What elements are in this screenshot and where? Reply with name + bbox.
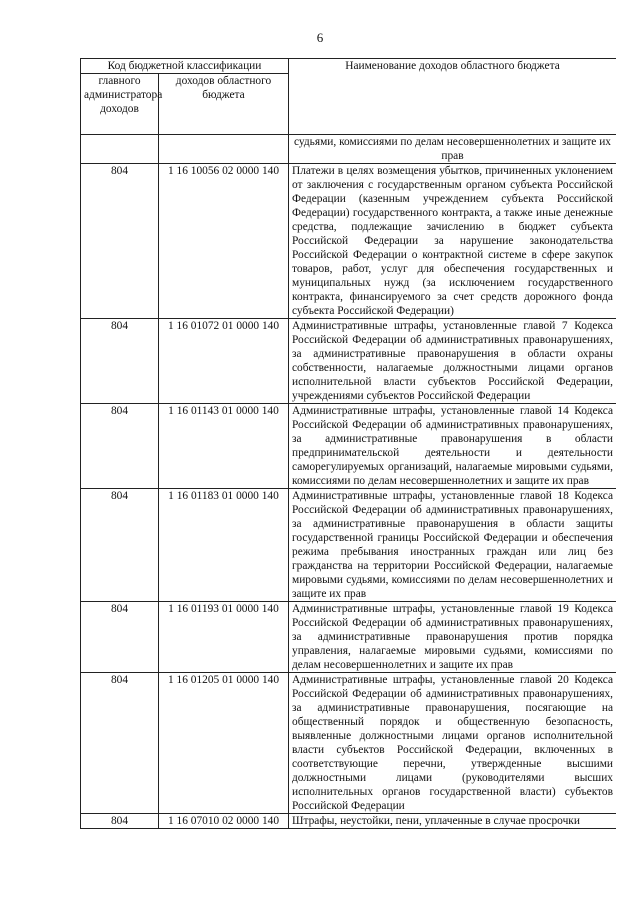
cell-income-name: Административные штрафы, установленные главой 18 Кодекса Российской Федерации об административных правонарушениях, за административные правонарушения в области защиты государственной границы Российской Федерации и обеспечения режима пребывания иностранных граждан или лиц без гражданства на территории Российской Федерации, налагаемые мировыми судьями, комиссиями по делам несовершеннолетних и защите их прав: [289, 489, 617, 602]
cell-admin-code: 804: [81, 814, 159, 829]
header-main-administrator: главного администратора доходов: [81, 74, 159, 135]
header-budget-classification: Код бюджетной классификации: [81, 59, 289, 74]
table-row: [81, 319, 617, 404]
table-body: [81, 135, 617, 829]
cell-budget-code: 1 16 10056 02 0000 140: [159, 164, 289, 319]
header-income-name: Наименование доходов областного бюджета: [289, 59, 617, 135]
cell-income-name: [289, 814, 617, 829]
cell-admin-code: 804: [81, 489, 159, 602]
cell-income-name: Административные штрафы, установленные главой 7 Кодекса Российской Федерации об административных правонарушениях, за административные правонарушения в области охраны собственности, налагаемые должностными лицами органов исполнительной власти субъектов Российской Федерации, учреждениями субъектов Российской Федерации: [289, 319, 617, 404]
cell-budget-code: 1 16 01193 01 0000 140: [159, 602, 289, 673]
cell-income-name-text: Штрафы, неустойки, пени, уплаченные в случае просрочки: [292, 815, 580, 827]
cell-admin-code: 804: [81, 319, 159, 404]
table-row-partial: [81, 814, 617, 829]
cell-admin-code: 804: [81, 164, 159, 319]
cell-admin: [81, 135, 159, 164]
cell-budget-code: 1 16 01183 01 0000 140: [159, 489, 289, 602]
cell-income-name: Административные штрафы, установленные главой 20 Кодекса Российской Федерации об административных правонарушениях, за административные правонарушения, посягающие на общественный порядок и общественную безопасность, выявленные должностными лицами органов исполнительной власти субъектов Российской Федерации, включенных в соответствующие перечни, утвержденные высшими должностными лицами (руководителями высших исполнительных органов государственной власти) субъектов Российской Федерации: [289, 673, 617, 814]
table-row: [81, 404, 617, 489]
table-row: [81, 164, 617, 319]
cell-code: [159, 135, 289, 164]
cell-budget-code: 1 16 01205 01 0000 140: [159, 673, 289, 814]
continuation-row: [81, 135, 617, 164]
cell-income-name: Платежи в целях возмещения убытков, причиненных уклонением от заключения с государственным органом субъекта Российской Федерации (казенным учреждением субъекта Российской Федерации) государственного контракта, а также иные денежные средства, подлежащие зачислению в бюджет субъекта Российской Федерации за нарушение законодательства Российской Федерации о контрактной системе в сфере закупок товаров, работ, услуг для обеспечения государственных и муниципальных нужд (за исключением государственного контракта, финансируемого за счет средств дорожного фонда субъекта Российской Федерации): [289, 164, 617, 319]
cell-admin-code: 804: [81, 673, 159, 814]
table-row: [81, 673, 617, 814]
header-regional-budget-income: доходов областного бюджета: [159, 74, 289, 135]
cell-name: судьями, комиссиями по делам несовершеннолетних и защите их прав: [289, 135, 617, 164]
cell-budget-code: 1 16 01143 01 0000 140: [159, 404, 289, 489]
cell-admin-code: 804: [81, 404, 159, 489]
header-row-group: [81, 59, 617, 74]
document-frame: [80, 58, 616, 838]
table-row: [81, 602, 617, 673]
cell-budget-code: 1 16 01072 01 0000 140: [159, 319, 289, 404]
cell-admin-code: 804: [81, 602, 159, 673]
cell-income-name: Административные штрафы, установленные главой 19 Кодекса Российской Федерации об административных правонарушениях, за административные правонарушения против порядка управления, налагаемые мировыми судьями, комиссиями по делам несовершеннолетних и защите их прав: [289, 602, 617, 673]
cell-income-name: Административные штрафы, установленные главой 14 Кодекса Российской Федерации об административных правонарушениях, за административные правонарушения в области предпринимательской деятельности и деятельности саморегулируемых организаций, налагаемые мировыми судьями, комиссиями по делам несовершеннолетних и защите их прав: [289, 404, 617, 489]
page-number: 6: [316, 30, 324, 45]
table-row: [81, 489, 617, 602]
cell-budget-code: 1 16 07010 02 0000 140: [159, 814, 289, 829]
budget-classification-table: [80, 58, 616, 829]
